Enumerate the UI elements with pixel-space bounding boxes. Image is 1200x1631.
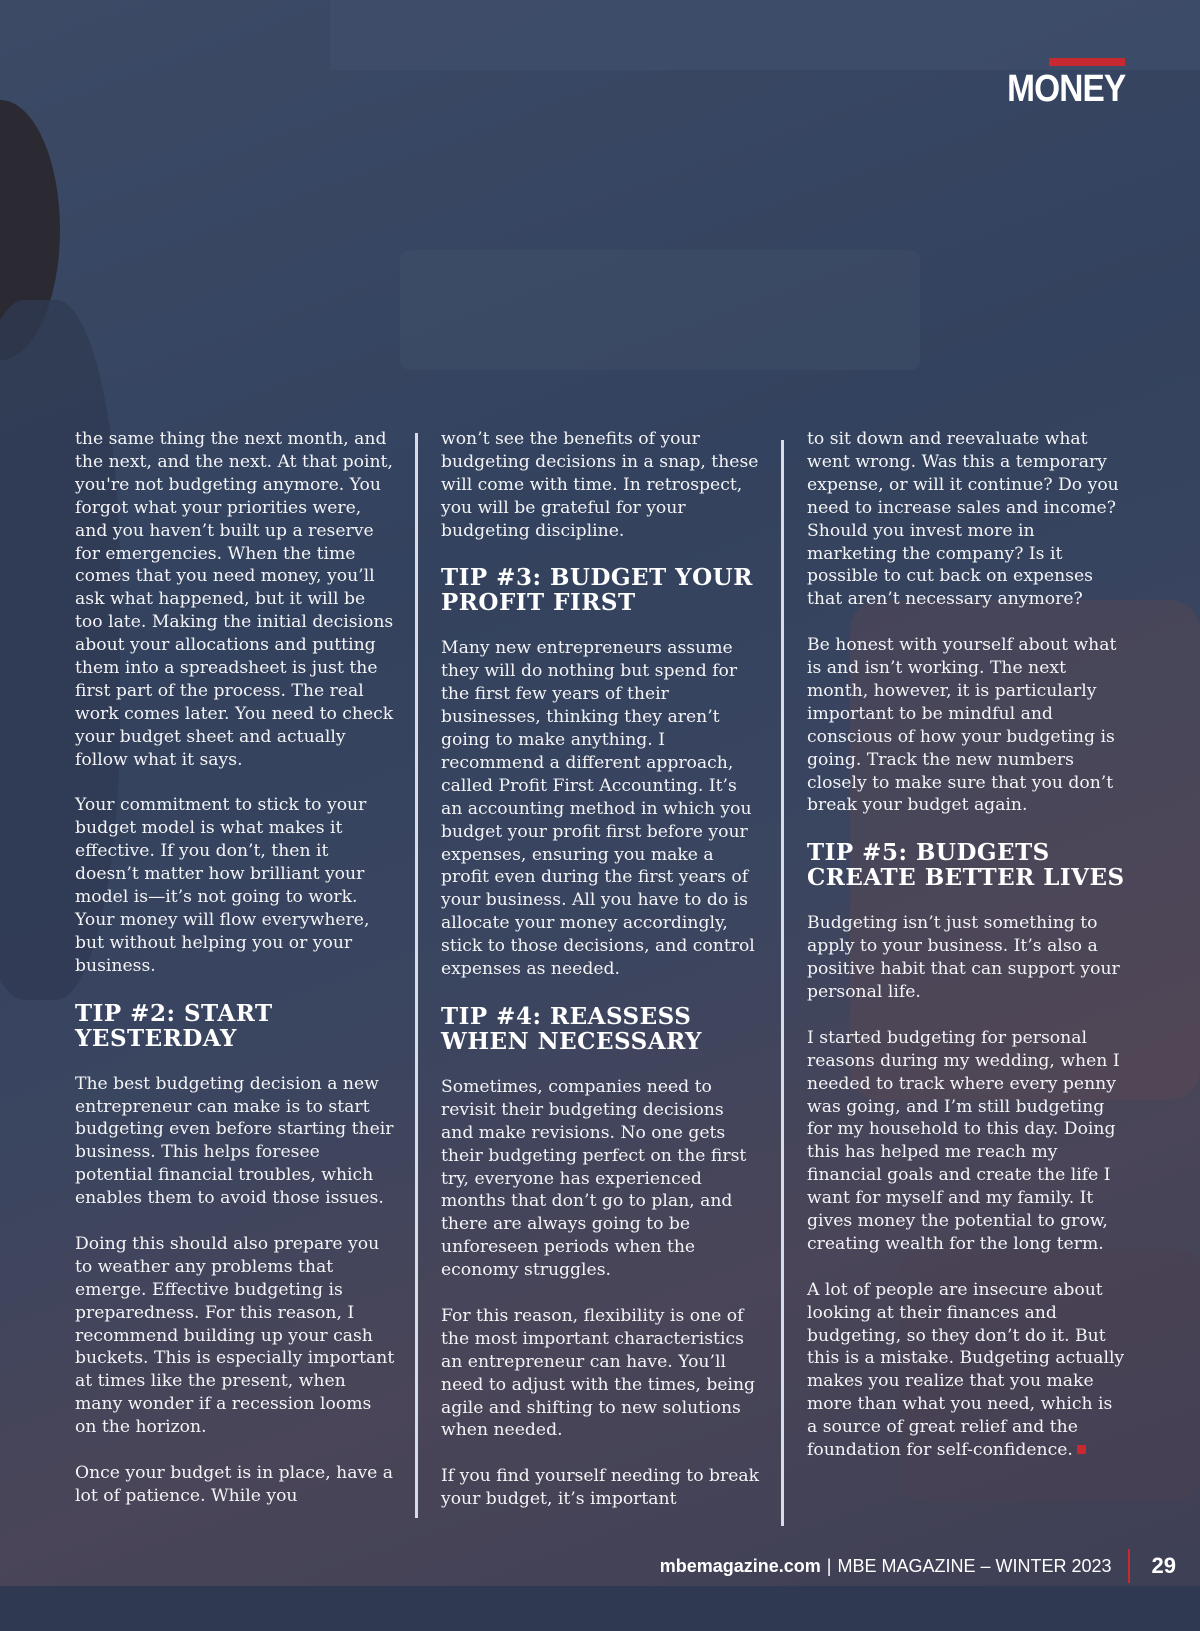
article-column-2	[441, 428, 761, 1534]
end-of-article-mark	[1077, 1445, 1086, 1454]
tip-heading-text: TIP #3: BUDGET YOUR PROFIT FIRST	[441, 564, 753, 617]
paragraph-text: Budgeting isn’t just something to apply to your business. It’s also a positive habit that can support your personal life.	[807, 913, 1120, 1002]
section-accent-bar	[1049, 58, 1125, 66]
section-label: MONEY	[1006, 68, 1125, 110]
tip-heading-text: TIP #4: REASSESS WHEN NECESSARY	[441, 1002, 702, 1055]
paragraph-text: Doing this should also prepare you to weather any problems that emerge. Effective budgeting is preparedness. For this reason, I recommend building up your cash buckets. This is especially important at times like the present, when many wonder if a recession looms on the horizon.	[75, 1233, 395, 1438]
footer-magazine-issue: MBE MAGAZINE – WINTER 2023	[837, 1555, 1112, 1576]
article-column-3	[807, 428, 1127, 1485]
article-column-1	[75, 428, 395, 1531]
footer-separator: |	[826, 1555, 832, 1576]
tip-heading-text: TIP #2: START YESTERDAY	[75, 999, 273, 1052]
tip-heading	[441, 1004, 761, 1054]
section-tag	[991, 58, 1125, 110]
paragraph-text: I started budgeting for personal reasons during my wedding, when I needed to track where every penny was going, and I’m still budgeting for my household to this day. Doing this has helped me reach my financial goals and create the life I want for myself and my family. It gives money the potential to grow, creating wealth for the long term.	[807, 1027, 1120, 1254]
body-paragraph	[441, 428, 761, 543]
body-paragraph	[807, 634, 1127, 817]
paragraph-text: Once your budget is in place, have a lot of patience. While you	[75, 1463, 394, 1506]
body-paragraph	[807, 1279, 1127, 1462]
paragraph-text: to sit down and reevaluate what went wrong. Was this a temporary expense, or will it continue? Do you need to increase sales and income? Should you invest more in marketing the company? Is it possible to cut back on expenses that aren’t necessary anymore?	[807, 429, 1119, 610]
paragraph-text: Sometimes, companies need to revisit their budgeting decisions and make revisions. No one gets their budgeting perfect on the first try, everyone has experienced months that don’t go to plan, and there are always going to be unforeseen periods when the economy struggles.	[441, 1076, 747, 1281]
body-paragraph	[807, 428, 1127, 611]
footer-divider	[1128, 1549, 1130, 1583]
body-paragraph	[807, 912, 1127, 1004]
paragraph-text: the same thing the next month, and the next, and the next. At that point, you're not budgeting anymore. You forgot what your priorities were, and you haven’t built up a reserve for emergencies. When the time comes that you need money, you’ll ask what happened, but it will be too late. Making the initial decisions about your allocations and putting them into a spreadsheet is just the first part of the process. The real work comes later. You need to check your budget sheet and actually follow what it says.	[75, 429, 394, 770]
body-paragraph	[75, 1233, 395, 1439]
body-paragraph	[807, 1027, 1127, 1256]
body-paragraph	[75, 1462, 395, 1508]
body-paragraph	[441, 1465, 761, 1511]
tip-heading	[75, 1001, 395, 1051]
page-footer	[660, 1549, 1176, 1583]
body-paragraph	[75, 428, 395, 772]
paragraph-text: If you find yourself needing to break your budget, it’s important	[441, 1466, 760, 1510]
paragraph-text: Your commitment to stick to your budget model is what makes it effective. If you don’t, then it doesn’t matter how brilliant your model is—it’s not going to work. Your money will flow everywhere, but without helping you or your business.	[75, 795, 370, 976]
body-paragraph	[441, 1305, 761, 1442]
footer-website: mbemagazine.com	[659, 1555, 821, 1576]
body-paragraph	[75, 794, 395, 977]
column-divider	[781, 440, 784, 1526]
paragraph-text: For this reason, flexibility is one of the most important characteristics an entrepreneur can have. You’ll need to adjust with the times, being agile and shifting to new solutions when needed.	[441, 1305, 756, 1441]
paragraph-text: Many new entrepreneurs assume they will do nothing but spend for the first few years of their businesses, thinking they aren’t going to make anything. I recommend a different approach, called Profit First Accounting. It’s an accounting method in which you budget your profit first before your expenses, ensuring you make a profit even during the first years of your business. All you have to do is allocate your money accordingly, stick to those decisions, and control expenses as needed.	[441, 638, 755, 980]
paragraph-text: won’t see the benefits of your budgeting decisions in a snap, these will come with time. In retrospect, you will be grateful for your budgeting discipline.	[441, 429, 759, 541]
paragraph-text: The best budgeting decision a new entrepreneur can make is to start budgeting even before starting their business. This helps foresee potential financial troubles, which enables them to avoid those issues.	[75, 1073, 394, 1209]
paragraph-text: A lot of people are insecure about looking at their finances and budgeting, so they don’t do it. But this is a mistake. Budgeting actually makes you realize that you make more than what you need, which is a source of great relief and the foundation for self-confidence.	[807, 1279, 1125, 1461]
body-paragraph	[441, 1076, 761, 1282]
body-paragraph	[75, 1073, 395, 1210]
column-divider	[415, 433, 418, 1518]
page-number: 29	[1151, 1553, 1176, 1578]
tip-heading-text: TIP #5: BUDGETS CREATE BETTER LIVES	[807, 839, 1125, 892]
body-paragraph	[441, 637, 761, 981]
tip-heading	[441, 565, 761, 615]
tip-heading	[807, 840, 1127, 890]
paragraph-text: Be honest with yourself about what is and isn’t working. The next month, however, it is particularly important to be mindful and conscious of how your budgeting is going. Track the new numbers closely to make sure that you don’t break your budget again.	[807, 635, 1117, 816]
